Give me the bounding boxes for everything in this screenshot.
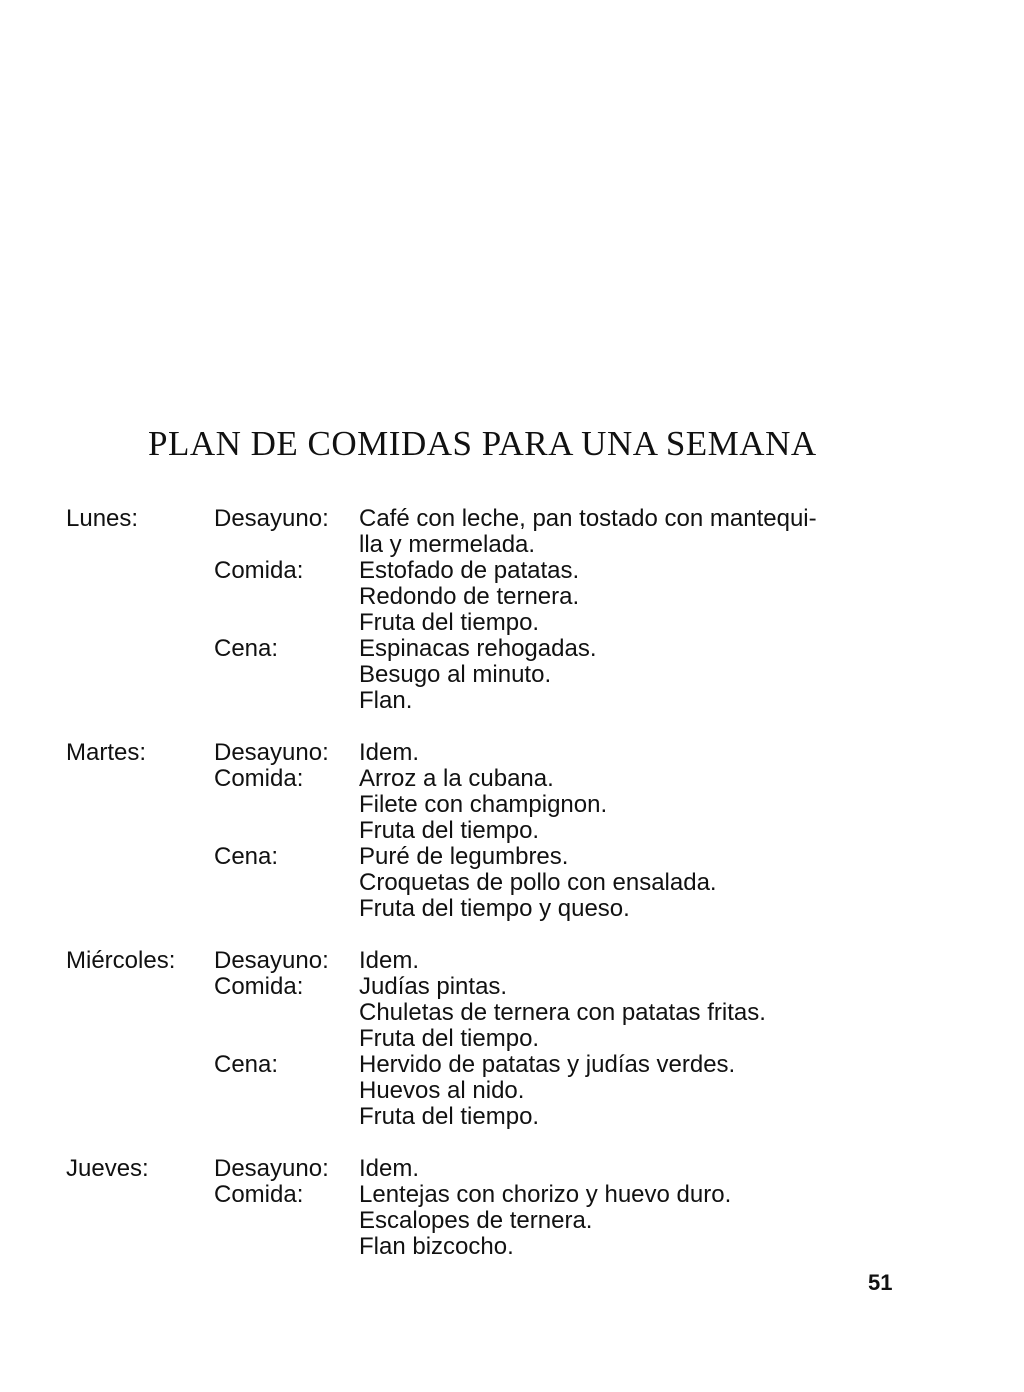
dish-list — [359, 506, 946, 558]
day-label — [66, 766, 214, 844]
dish-list — [359, 740, 946, 766]
dish-item: Filete con champignon. — [359, 791, 608, 818]
meal-label: Comida: — [214, 973, 304, 1000]
dish-list — [359, 1182, 946, 1260]
meal-row — [66, 1052, 946, 1130]
meal-row — [66, 766, 946, 844]
dish-item: lla y mermelada. — [359, 531, 536, 558]
meal-label: Comida: — [214, 765, 304, 792]
dish-item: Redondo de ternera. — [359, 583, 580, 610]
day-label — [66, 1182, 214, 1260]
dish-list — [359, 1052, 946, 1130]
meal-row — [66, 558, 946, 636]
dish-item: Estofado de patatas. — [359, 557, 580, 584]
weekly-meal-plan — [66, 506, 946, 1286]
dish-item: Escalopes de ternera. — [359, 1207, 593, 1234]
meal-label: Desayuno: — [214, 505, 329, 532]
dish-item: Idem. — [359, 947, 420, 974]
dish-item: Fruta del tiempo. — [359, 609, 540, 636]
dish-list — [359, 558, 946, 636]
dish-item: Fruta del tiempo y queso. — [359, 895, 630, 922]
dish-item: Idem. — [359, 1155, 420, 1182]
dish-item: Flan bizcocho. — [359, 1233, 514, 1260]
dish-item: Espinacas rehogadas. — [359, 635, 597, 662]
meal-label: Desayuno: — [214, 739, 329, 766]
dish-item: Fruta del tiempo. — [359, 817, 540, 844]
meal-row — [66, 948, 946, 974]
dish-list — [359, 948, 946, 974]
dish-list — [359, 1156, 946, 1182]
day-block — [66, 1156, 946, 1260]
page-title: PLAN DE COMIDAS PARA UNA SEMANA — [148, 424, 817, 463]
dish-item: Fruta del tiempo. — [359, 1025, 540, 1052]
dish-item: Chuletas de ternera con patatas fritas. — [359, 999, 766, 1026]
dish-item: Fruta del tiempo. — [359, 1103, 540, 1130]
dish-item: Flan. — [359, 687, 413, 714]
day-block — [66, 506, 946, 714]
dish-list — [359, 844, 946, 922]
day-label: Jueves: — [66, 1155, 149, 1182]
meal-label: Comida: — [214, 1181, 304, 1208]
dish-item: Besugo al minuto. — [359, 661, 552, 688]
meal-label: Cena: — [214, 635, 279, 662]
day-block — [66, 740, 946, 922]
meal-label: Cena: — [214, 1051, 279, 1078]
dish-item: Croquetas de pollo con ensalada. — [359, 869, 717, 896]
dish-item: Judías pintas. — [359, 973, 508, 1000]
meal-row — [66, 1156, 946, 1182]
meal-label: Desayuno: — [214, 1155, 329, 1182]
day-label — [66, 1052, 214, 1130]
day-label: Lunes: — [66, 505, 139, 532]
meal-row — [66, 1182, 946, 1260]
day-label — [66, 844, 214, 922]
dish-item: Idem. — [359, 739, 420, 766]
dish-item: Puré de legumbres. — [359, 843, 569, 870]
page-number: 51 — [868, 1270, 893, 1295]
day-label: Miércoles: — [66, 947, 176, 974]
meal-row — [66, 844, 946, 922]
dish-item: Hervido de patatas y judías verdes. — [359, 1051, 736, 1078]
dish-item: Huevos al nido. — [359, 1077, 525, 1104]
dish-item: Arroz a la cubana. — [359, 765, 554, 792]
day-label — [66, 636, 214, 714]
day-label: Martes: — [66, 739, 147, 766]
day-label — [66, 974, 214, 1052]
meal-label: Desayuno: — [214, 947, 329, 974]
meal-row — [66, 506, 946, 558]
day-label — [66, 558, 214, 636]
dish-list — [359, 974, 946, 1052]
dish-list — [359, 766, 946, 844]
dish-list — [359, 636, 946, 714]
meal-label: Comida: — [214, 557, 304, 584]
meal-row — [66, 740, 946, 766]
dish-item: Lentejas con chorizo y huevo duro. — [359, 1181, 732, 1208]
meal-row — [66, 974, 946, 1052]
day-block — [66, 948, 946, 1130]
meal-label: Cena: — [214, 843, 279, 870]
dish-item: Café con leche, pan tostado con mantequi- — [359, 505, 817, 532]
meal-row — [66, 636, 946, 714]
